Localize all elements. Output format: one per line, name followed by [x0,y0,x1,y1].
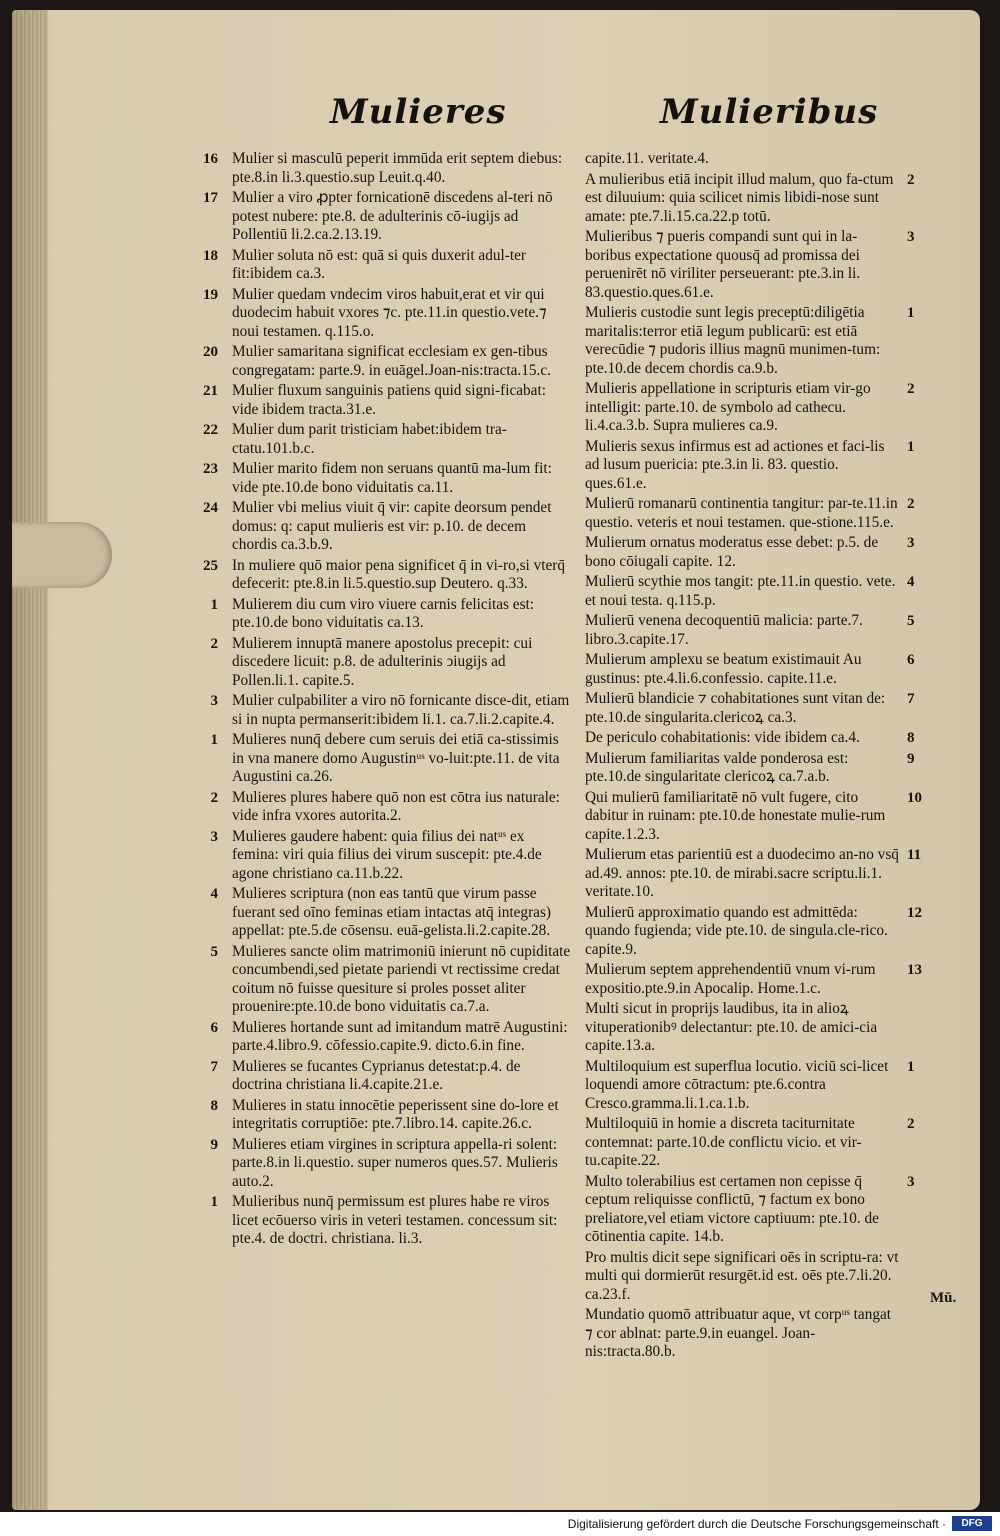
headword-right: Mulieribus [660,92,879,132]
entry-number: 9 [907,750,915,767]
entry-number: 6 [210,1019,218,1036]
footer-bar [0,1512,1000,1536]
entry-text: Mulier a viro ꝓpter fornicationē discedens al-teri nō potest nubere: pte.8. de adulterinis cō-iugijs ad Pollentiū li.2.ca.2.13.19. [232,189,553,243]
entry-number: 2 [907,381,915,397]
entry-text: Mulieres plures habere quō non est cōtra ius naturale: vide infra vxores autorita.2. [232,788,560,824]
index-entry [585,228,935,302]
page-edge [12,10,48,1510]
entry-text: Mulier soluta nō est: quā si quis duxerit adul-ter fit:ibidem ca.3. [232,246,526,282]
index-entry [192,343,572,380]
index-entry [585,380,935,436]
index-entry [585,438,935,494]
entry-text: Qui mulierū familiaritatē nō vult fugere, cito dabitur in ruinam: pte.10.de honestate mulie-rum capite.1.2.3. [585,788,886,843]
entry-number: 2 [907,171,915,188]
entry-number: 3 [907,229,915,245]
entry-text: Mundatio quomō attribuatur aque, vt corpᵘˢ tangat ⁊ cor ablnat: parte.9.in euangel. Joan-nis:tracta.80.b. [585,1306,892,1360]
entry-text: Mulierum ornatus moderatus esse debet: p.5. de bono cōiugali capite. 12. [585,534,879,570]
entry-number: 2 [210,789,218,806]
entry-number: 3 [210,828,218,845]
entry-text: Mulier culpabiliter a viro nō fornicante disce-dit, etiam si in nupta permanserit:ibidem li.1. ca.7.li.2.capite.4. [232,692,570,728]
entry-text: Mulieris sexus infirmus est ad actiones et faci-lis ad lusum puericia: pte.3.in li. 83. questio. ques.61.e. [585,437,885,492]
entry-number: 7 [907,691,915,707]
entry-number: 2 [907,496,915,512]
entry-text: Mulieres scriptura (non eas tantū que virum passe fuerant sed oīno feminas etiam intactas atq̄ integras) appellat: pte.5.de cōsensu. euā-gelista.li.2.capite.28. [232,885,551,939]
index-entry [585,904,935,960]
entry-text: Multiloquiū in homie a discreta taciturnitate contemnat: parte.10.de conflictu vicio. et vir-tu.capite.22. [585,1115,862,1169]
index-entry [585,729,935,748]
index-entry [192,247,572,284]
index-entry [192,421,572,458]
margin-signature: Mū. [930,1290,957,1306]
index-entry [192,382,572,419]
index-entry [192,150,572,187]
entry-number: 16 [203,151,218,167]
entry-number: 2 [907,1116,915,1132]
index-entry [192,286,572,342]
dfg-logo-icon: DFG [952,1516,992,1531]
entry-number: 11 [907,847,922,863]
entry-text: Mulieribus ⁊ pueris compandi sunt qui in la-boribus expectatione quousq̄ ad promissa dei peruenirēt nō viriliter perseuerant: pte.3.in li. 83.questio.ques.61.e. [585,228,861,301]
index-entry [585,573,935,610]
index-entry [585,150,935,169]
entry-number: 22 [203,422,218,438]
entry-number: 2 [210,635,218,652]
index-entry [585,1058,935,1114]
entry-number: 23 [203,461,218,477]
index-entry [585,750,935,787]
entry-text: Mulierū approximatio quando est admittēda: quando fugienda; vide pte.10. de singula.cle-rico. capite.9. [585,903,888,958]
index-entry [585,846,935,902]
index-entry [585,534,935,571]
entry-text: Mulieres gaudere habent: quia filius dei natᵘˢ ex femina: viri quia filius dei virum suscepit: pte.4.de agone christiano ca.11.b.22. [232,827,542,882]
index-entry [585,612,935,649]
entry-number: 5 [210,943,218,960]
index-entry [192,789,572,826]
entry-text: Mulierū romanarū continentia tangitur: par-te.11.in questio. veteris et noui testamen. que-stione.115.e. [585,495,898,531]
entry-number: 7 [210,1058,218,1075]
right-column [585,150,935,1364]
index-entry [585,1173,935,1247]
entry-text: A mulieribus etiā incipit illud malum, quo fa-ctum est diluuium: quia scilicet nimis libidi-nose sunt amate: pte.7.li.15.ca.22.p totū. [585,170,894,225]
entry-text: Mulieres nunq̄ debere cum seruis dei etiā ca-stissimis in vna manere domo Augustinᵘˢ vo-luit:pte.11. de vita Augustini ca.26. [232,731,560,785]
entry-text: Mulierū blandicie ⁊ cohabitationes sunt vitan de: pte.10.de singularita.clericoꝝ ca.3. [585,690,886,726]
entry-text: Multiloquium est superflua locutio. viciū sci-licet loquendi amore cōtractum: pte.6.contra Cresco.gramma.li.1.ca.1.b. [585,1057,889,1112]
index-entry [192,557,572,594]
entry-number: 21 [203,383,218,399]
entry-text: Mulier si masculū peperit immūda erit septem diebus: pte.8.in li.3.questio.sup Leuit.q.40. [232,150,563,186]
entry-text: Mulieres sancte olim matrimoniū inierunt nō cupiditate concumbendi,sed pietate pariendi vt rectissime credat coitum nō fuisse quesiture si proles posset aliter prouenire:pte.10.de bono viduitatis ca.7.a. [232,942,571,1015]
entry-number: 5 [907,613,915,629]
index-entry [585,1115,935,1171]
entry-number: 1 [907,305,915,321]
entry-text: Multi sicut in proprijs laudibus, ita in alioꝝ vituperationibꝰ delectantur: pte.10. de amici-cia capite.13.a. [585,1000,878,1054]
index-entry [192,1136,572,1192]
entry-number: 1 [210,596,218,613]
index-entry [192,460,572,497]
entry-number: 10 [907,789,922,806]
index-entry [585,789,935,845]
entry-number: 13 [907,962,922,978]
index-entry [585,651,935,688]
entry-number: 20 [203,344,218,360]
entry-number: 8 [907,730,915,746]
entry-number: 12 [907,904,922,921]
entry-text: Mulierem innuptā manere apostolus precepit: cui discedere licuit: p.8. de adulterinis ↄiugijs ad Pollen.li.1. capite.5. [232,634,533,689]
index-entry [192,943,572,1017]
index-entry [585,1306,935,1362]
entry-text: Mulierem diu cum viro viuere carnis felicitas est: pte.10.de bono viduitatis ca.13. [232,595,535,631]
index-entry [192,1019,572,1056]
entry-number: 18 [203,247,218,264]
entry-number: 1 [907,1058,915,1075]
entry-number: 9 [210,1136,218,1153]
entry-text: Mulierum etas parientiū est a duodecimo an-no vsq̄ ad.49. annos: pte.10. de mirabi.sacre scriptu.li.1. veritate.10. [585,846,899,900]
entry-text: Mulier quedam vndecim viros habuit,erat et vir qui duodecim habuit vxores ⁊c. pte.11.in questio.vete.⁊ noui testamen. q.115.o. [232,285,547,340]
entry-text: Mulierū scythie mos tangit: pte.11.in questio. vete. et noui testa. q.115.p. [585,573,896,609]
footer-text: Digitalisierung gefördert durch die Deutsche Forschungsgemeinschaft · [567,1517,946,1531]
entry-text: Mulieris custodie sunt legis preceptū:diligētia maritalis:terror etiā legum publicarū: est etiā verecūdie ⁊ pudoris illius magnū munimen-tum: pte.10.de decem chordis ca.9.b. [585,304,881,377]
entry-text: Mulier marito fidem non seruans quantū ma-lum fit: vide pte.10.de bono viduitatis ca.11. [232,460,552,496]
index-entry [192,1058,572,1095]
entry-number: 4 [210,886,218,902]
index-entry [585,690,935,727]
index-entry [192,499,572,555]
headword-left: Mulieres [330,92,507,132]
entry-number: 1 [210,732,218,748]
index-entry [585,961,935,998]
entry-text: Mulier vbi melius viuit q̄ vir: capite deorsum pendet domus: q: caput mulieris est vir: p.10. de decem chordis ca.3.b.9. [232,499,552,553]
index-entry [585,1249,935,1305]
entry-text: Mulierum septem apprehendentiū vnum vi-rum expositio.pte.9.in Apocalip. Home.1.c. [585,961,876,997]
index-entry [585,495,935,532]
left-column [192,150,572,1251]
index-entry [585,304,935,378]
entry-number: 6 [907,652,915,668]
entry-text: Mulieribus nunq̄ permissum est plures habe re viros licet ecōuerso viris in veteri testamen. concessum sit: pte.4. de doctri. christiana. li.3. [232,1193,558,1247]
entry-text: Mulieres etiam virgines in scriptura appella-ri solent: parte.8.in li.questio. super numeros ques.57. Mulieris auto.2. [232,1135,558,1190]
index-entry [585,171,935,227]
entry-number: 3 [210,693,218,709]
entry-number: 8 [210,1097,218,1114]
entry-text: Mulier samaritana significat ecclesiam ex gen-tibus congregatam: parte.9. in euāgel.Joan-nis:tracta.15.c. [232,343,551,379]
entry-text: Pro multis dicit sepe significari oēs in scriptu-ra: vt multi qui dormierūt resurgēt.id est. oēs pte.7.li.20. ca.23.f. [585,1248,899,1303]
index-entry [192,189,572,245]
entry-number: 3 [907,1173,915,1190]
entry-text: Mulieres hortande sunt ad imitandum matrē Augustini: parte.4.libro.9. cōfessio.capite.9. dicto.6.in fine. [232,1018,568,1054]
entry-text: Mulier dum parit tristiciam habet:ibidem tra-ctatu.101.b.c. [232,421,507,457]
entry-text: Mulier fluxum sanguinis patiens quid signi-ficabat: vide ibidem tracta.31.e. [232,382,546,418]
index-entry [192,635,572,691]
entry-number: 24 [203,500,218,516]
entry-text: Mulierū venena decoquentiū malicia: parte.7. libro.3.capite.17. [585,612,863,648]
index-entry [192,828,572,884]
index-entry [192,731,572,787]
entry-number: 25 [203,557,218,574]
index-entry [192,1193,572,1249]
entry-text: capite.11. veritate.4. [585,150,709,167]
entry-text: Mulieres in statu innocētie peperissent sine do-lore et integritatis corruptiōe: pte.7.libro.14. capite.26.c. [232,1096,559,1132]
entry-text: Mulieres se fucantes Cyprianus detestat:p.4. de doctrina christiana li.4.capite.21.e. [232,1057,521,1093]
entry-text: Mulierum amplexu se beatum existimauit Au gustinus: pte.4.li.6.confessio. capite.11.e. [585,651,862,687]
entry-text: De periculo cohabitationis: vide ibidem ca.4. [585,729,860,746]
index-entry [585,1000,935,1056]
index-entry [192,885,572,941]
bookmark-tab [12,522,112,588]
entry-number: 19 [203,286,218,303]
index-entry [192,1097,572,1134]
entry-text: In muliere quō maior pena significet q̄ in vi-ro,si vterq̄ defecerit: pte.8.in li.5.questio.sup Deutero. q.33. [232,556,566,592]
entry-text: Mulierum familiaritas valde ponderosa est: pte.10.de singularitate clericoꝝ ca.7.a.b. [585,749,849,785]
entry-text: Multo tolerabilius est certamen non cepisse q̄ ceptum reliquisse conflictū, ⁊ factum ex bono preliatore,vel etiam victore captiuum: pte.10. de cōtinentia capite. 14.b. [585,1172,879,1245]
index-entry [192,596,572,633]
entry-number: 17 [203,190,218,206]
index-entry [192,692,572,729]
entry-text: Mulieris appellatione in scripturis etiam vir-go intelligit: parte.10. de symbolo ad cathecu. li.4.ca.3.b. Supra mulieres ca.9. [585,380,871,434]
entry-number: 4 [907,574,915,590]
entry-number: 1 [907,438,915,455]
entry-number: 3 [907,535,915,551]
entry-number: 1 [210,1194,218,1210]
